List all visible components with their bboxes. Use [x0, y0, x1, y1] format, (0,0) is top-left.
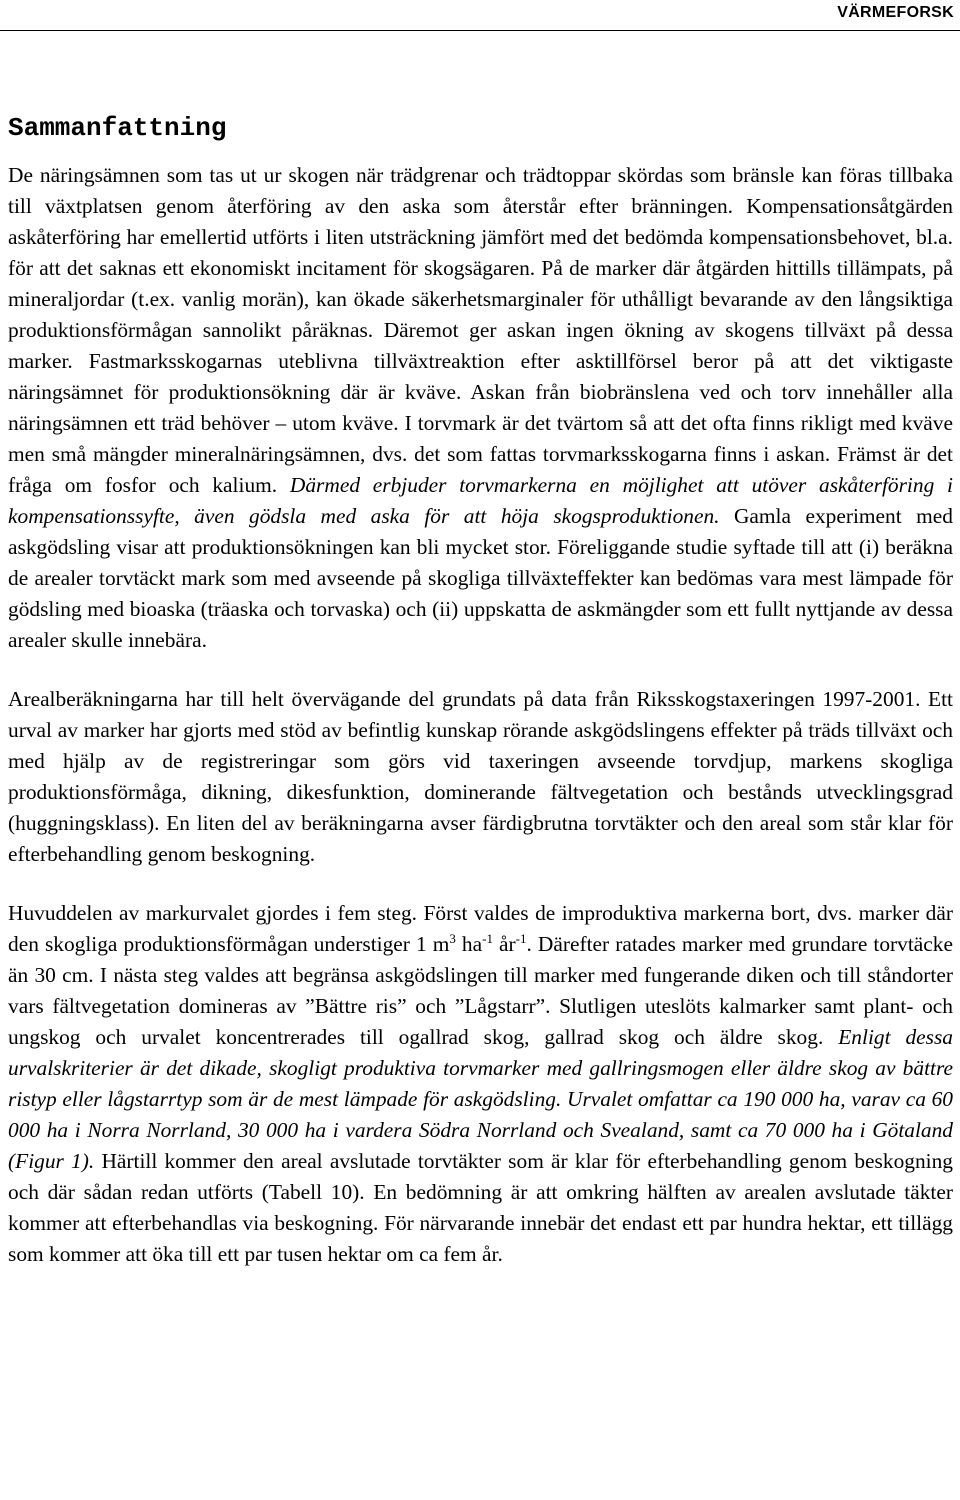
header-rule	[0, 30, 960, 31]
header-org: VÄRMEFORSK	[837, 4, 954, 21]
summary-body	[8, 160, 953, 1270]
paragraph-3-text-a: Huvuddelen av markurvalet gjordes i fem steg. Först valdes de improduktiva markerna bort, dvs. marker där den skogliga produktionsförmågan understiger 1 m	[8, 901, 953, 956]
section-title: Sammanfattning	[8, 113, 227, 143]
exponent-ar: -1	[515, 931, 527, 946]
exponent-m3: 3	[449, 931, 456, 946]
paragraph-3-italic: Enligt dessa urvalskriterier är det dikade, skogligt produktiva torvmarker med gallringsmogen eller äldre skog av bättre ristyp eller lågstarrtyp som är de mest lämpade för askgödsling. Urvalet omfattar ca 190 000 ha, varav ca 60 000 ha i Norra Norrland, 30 000 ha i vardera Södra Norrland och Svealand, samt ca 70 000 ha i Götaland (Figur 1).	[8, 1025, 953, 1173]
exponent-ha: -1	[482, 931, 493, 946]
paragraph-3-unit-ar: år	[492, 932, 516, 956]
paragraph-3	[8, 898, 953, 1270]
paragraph-3-unit-ha: ha	[455, 932, 483, 956]
paragraph-3-text-d: . Därefter ratades marker med grundare torvtäcke än 30 cm. I nästa steg valdes att begränsa askgödslingen till marker med fungerande diken och till ståndorter vars fältvegetation domineras av ”Bättre ris” och ”Lågstarr”. Slutligen uteslöts kalmarker samt plant- och ungskog och urvalet koncentrerades till ogallrad skog, gallrad skog och äldre skog.	[8, 932, 953, 1049]
paragraph-1-text-c: Gamla experiment med askgödsling visar att produktionsökningen kan bli mycket stor. Föreliggande studie syftade till att (i) beräkna de arealer torvtäckt mark som med avseende på skogliga tillväxteffekter kan bedömas vara mest lämpade för gödsling med bioaska (träaska och torvaska) och (ii) uppskatta de askmängder som ett fullt nyttjande av dessa arealer skulle innebära.	[8, 504, 953, 652]
paragraph-1	[8, 160, 953, 656]
paragraph-1-italic: Därmed erbjuder torvmarkerna en möjlighet att utöver askåterföring i kompensationssyfte, även gödsla med aska för att höja skogsproduktionen.	[8, 473, 953, 528]
paragraph-3-text-f: Härtill kommer den areal avslutade torvtäkter som är klar för efterbehandling genom beskogning och där sådan redan utförts (Tabell 10). En bedömning är att omkring hälften av arealen avslutade täkter kommer att efterbehandlas via beskogning. För närvarande innebär det endast ett par hundra hektar, ett tillägg som kommer att öka till ett par tusen hektar om ca fem år.	[8, 1149, 953, 1266]
paragraph-1-text-a: De näringsämnen som tas ut ur skogen när trädgrenar och trädtoppar skördas som bränsle kan föras tillbaka till växtplatsen genom återföring av den aska som återstår efter bränningen. Kompensationsåtgärden askåterföring har emellertid utförts i liten utsträckning jämfört med det bedömda kompensationsbehovet, bl.a. för att det saknas ett ekonomiskt incitament för skogsägaren. På de marker där åtgärden hittills tillämpats, på mineraljordar (t.ex. vanlig morän), kan ökade säkerhetsmarginaler för uthålligt bevarande av den långsiktiga produktionsförmågan sannolikt påräknas. Däremot ger askan ingen ökning av skogens tillväxt på dessa marker. Fastmarksskogarnas uteblivna tillväxtreaktion efter asktillförsel beror på att det viktigaste näringsämnet för produktionsökning där är kväve. Askan från biobränslena ved och torv innehåller alla näringsämnen ett träd behöver – utom kväve. I torvmark är det tvärtom så att det ofta finns rikligt med kväve men små mängder mineralnäringsämnen, dvs. det som fattas torvmarksskogarna finns i askan. Främst är det fråga om fosfor och kalium.	[8, 163, 953, 497]
paragraph-2: Arealberäkningarna har till helt övervägande del grundats på data från Riksskogstaxeringen 1997-2001. Ett urval av marker har gjorts med stöd av befintlig kunskap rörande askgödslingens effekter på träds tillväxt och med hjälp av de registreringar som görs vid taxeringen avseende torvdjup, markens skogliga produktionsförmåga, dikning, dikesfunktion, dominerande fältvegetation och bestånds utvecklingsgrad (huggningsklass). En liten del av beräkningarna avser färdigbrutna torvtäkter och den areal som står klar för efterbehandling genom beskogning.	[8, 687, 953, 866]
